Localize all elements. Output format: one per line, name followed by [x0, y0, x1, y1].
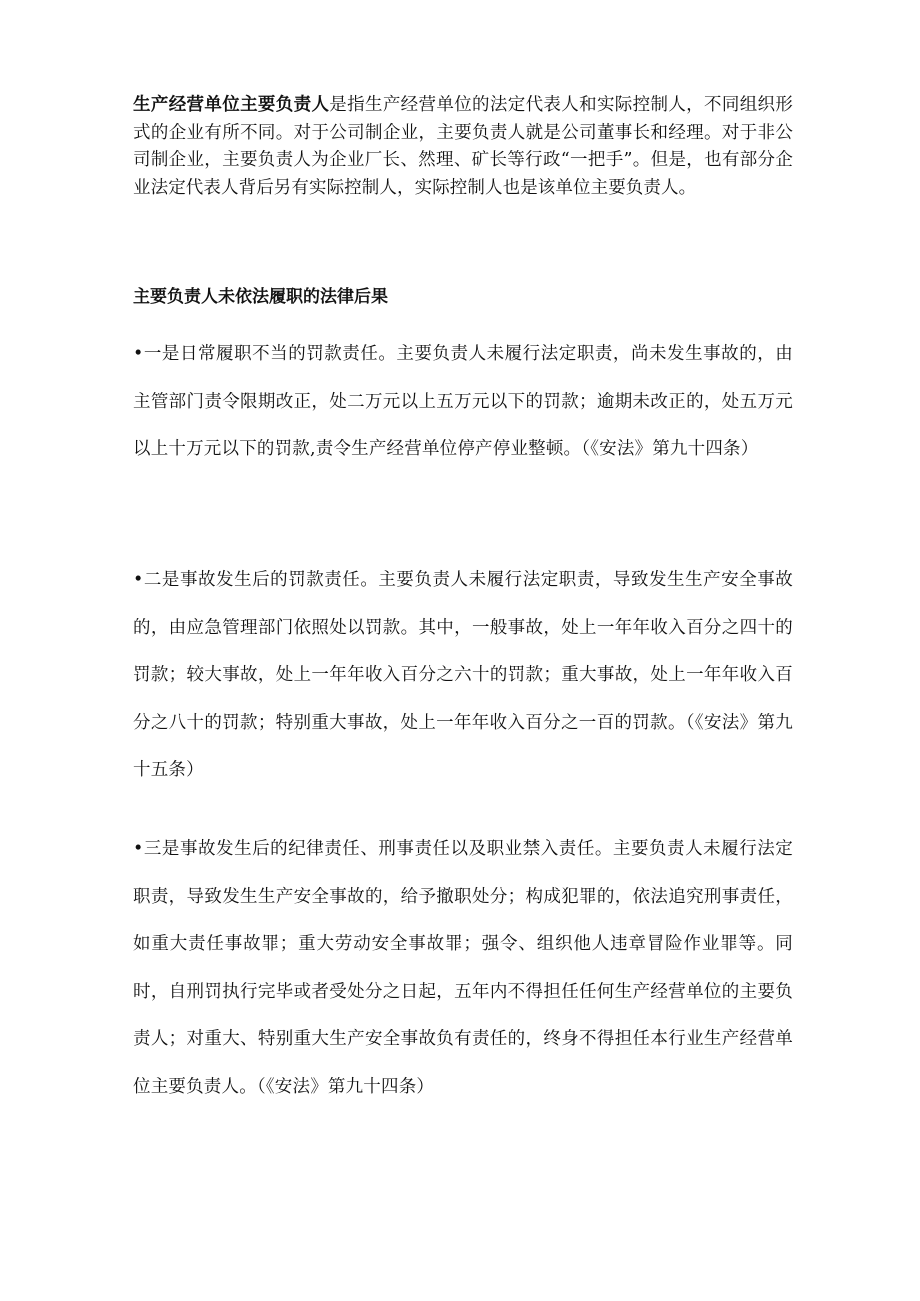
document-page — [133, 92, 793, 1097]
intro-text: 是指生产经营单位的法定代表人和实际控制人，不同组织形式的企业有所不同。对于公司制企业，主要负责人就是公司董事长和经理。对于非公司制企业，主要负责人为企业厂长、然理、矿长等行政“一把手”。但是，也有部分企业法定代表人背后另有实际控制人，实际控制人也是该单位主要负责人。 — [133, 95, 793, 198]
list-item-fine-accident: •二是事故发生后的罚款责任。主要负责人未履行法定职责，导致发生生产安全事故的，由应急管理部门依照处以罚款。其中，一般事故，处上一年年收入百分之四十的罚款；较大事故，处上一年年收入百分之六十的罚款；重大事故，处上一年年收入百分之八十的罚款；特别重大事故，处上一年年收入百分之一百的罚款。（《安法》第九十五条） — [133, 570, 793, 780]
list-item-criminal-liability: •三是事故发生后的纪律责任、刑事责任以及职业禁入责任。主要负责人未履行法定职责，导致发生生产安全事故的，给予撤职处分；构成犯罪的，依法追究刑事责任，如重大责任事故罪；重大劳动安全事故罪；强令、组织他人违章冒险作业罪等。同时，自刑罚执行完毕或者受处分之日起，五年内不得担任任何生产经营单位的主要负责人；对重大、特别重大生产安全事故负有责任的，终身不得担任本行业生产经营单位主要负责人。（《安法》第九十四条） — [133, 839, 793, 1097]
list-item-fine-daily: •一是日常履职不当的罚款责任。主要负责人未履行法定职责，尚未发生事故的，由主管部门责令限期改正，处二万元以上五万元以下的罚款；逾期未改正的，处五万元以上十万元以下的罚款,责令生产经营单位停产停业整顿。（《安法》第九十四条） — [133, 344, 793, 459]
intro-term: 生产经营单位主要负责人 — [133, 95, 330, 115]
section-heading: 主要负责人未依法履职的法律后果 — [133, 287, 388, 307]
intro-paragraph — [133, 92, 793, 202]
